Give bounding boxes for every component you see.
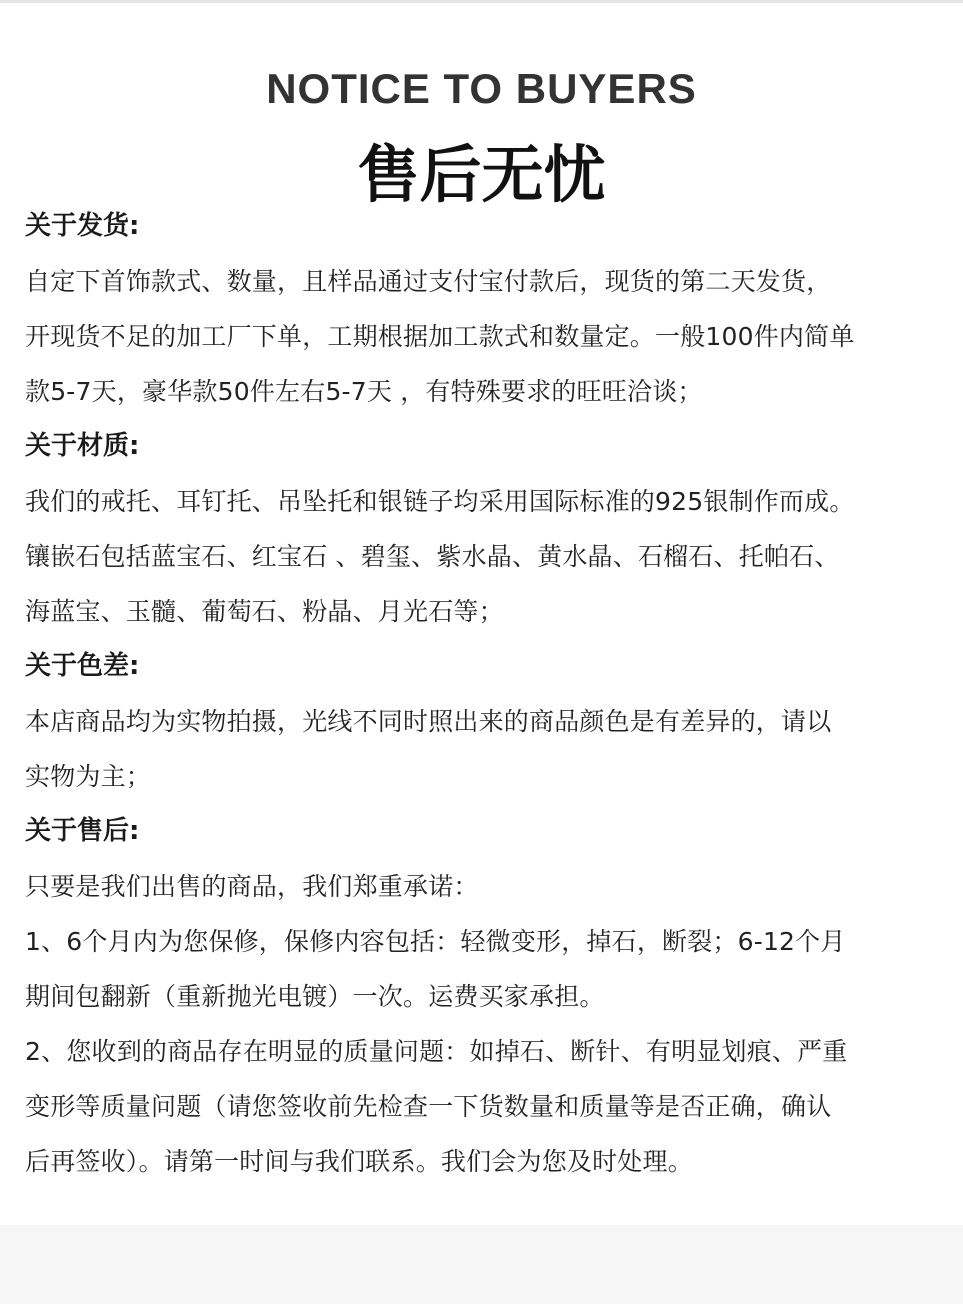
- section-line: 期间包翻新（重新抛光电镀）一次。运费买家承担。: [25, 982, 605, 1011]
- section-heading: 关于色差:: [25, 651, 140, 681]
- section-line: 海蓝宝、玉髓、葡萄石、粉晶、月光石等；: [25, 597, 504, 626]
- notice-card: [0, 3, 963, 1225]
- section-after-sales: [25, 804, 940, 1189]
- section-material: [25, 419, 940, 639]
- section-color-difference: [25, 639, 940, 804]
- title-chinese: 售后无忧: [357, 138, 606, 211]
- section-line: 开现货不足的加工厂下单，工期根据加工款式和数量定。一般100件内简单: [25, 322, 855, 351]
- section-line: 我们的戒托、耳钉托、吊坠托和银链子均采用国际标准的925银制作而成。: [25, 487, 855, 516]
- section-line: 实物为主；: [25, 762, 152, 791]
- section-heading: 关于材质:: [25, 431, 140, 461]
- section-heading: 关于售后:: [25, 816, 140, 846]
- section-line: 只要是我们出售的商品，我们郑重承诺：: [25, 872, 479, 901]
- notice-content: [25, 199, 940, 1189]
- section-shipping: [25, 199, 940, 419]
- section-line: 款5-7天，豪华款50件左右5-7天 ，有特殊要求的旺旺洽谈；: [25, 377, 703, 406]
- section-line: 镶嵌石包括蓝宝石、红宝石 、碧玺、紫水晶、黄水晶、石榴石、托帕石、: [25, 542, 840, 571]
- section-line: 后再签收）。请第一时间与我们联系。我们会为您及时处理。: [25, 1147, 693, 1176]
- title-english: NOTICE TO BUYERS: [266, 65, 697, 112]
- section-line: 1、6个月内为您保修，保修内容包括：轻微变形，掉石，断裂；6-12个月: [25, 927, 846, 956]
- section-line: 变形等质量问题（请您签收前先检查一下货数量和质量等是否正确，确认: [25, 1092, 832, 1121]
- section-line: 2、您收到的商品存在明显的质量问题：如掉石、断针、有明显划痕、严重: [25, 1037, 848, 1066]
- footer-band: [0, 1225, 963, 1304]
- section-heading: 关于发货:: [25, 211, 140, 241]
- section-line: 本店商品均为实物拍摄，光线不同时照出来的商品颜色是有差异的，请以: [25, 707, 832, 736]
- section-line: 自定下首饰款式、数量，且样品通过支付宝付款后，现货的第二天发货，: [25, 267, 832, 296]
